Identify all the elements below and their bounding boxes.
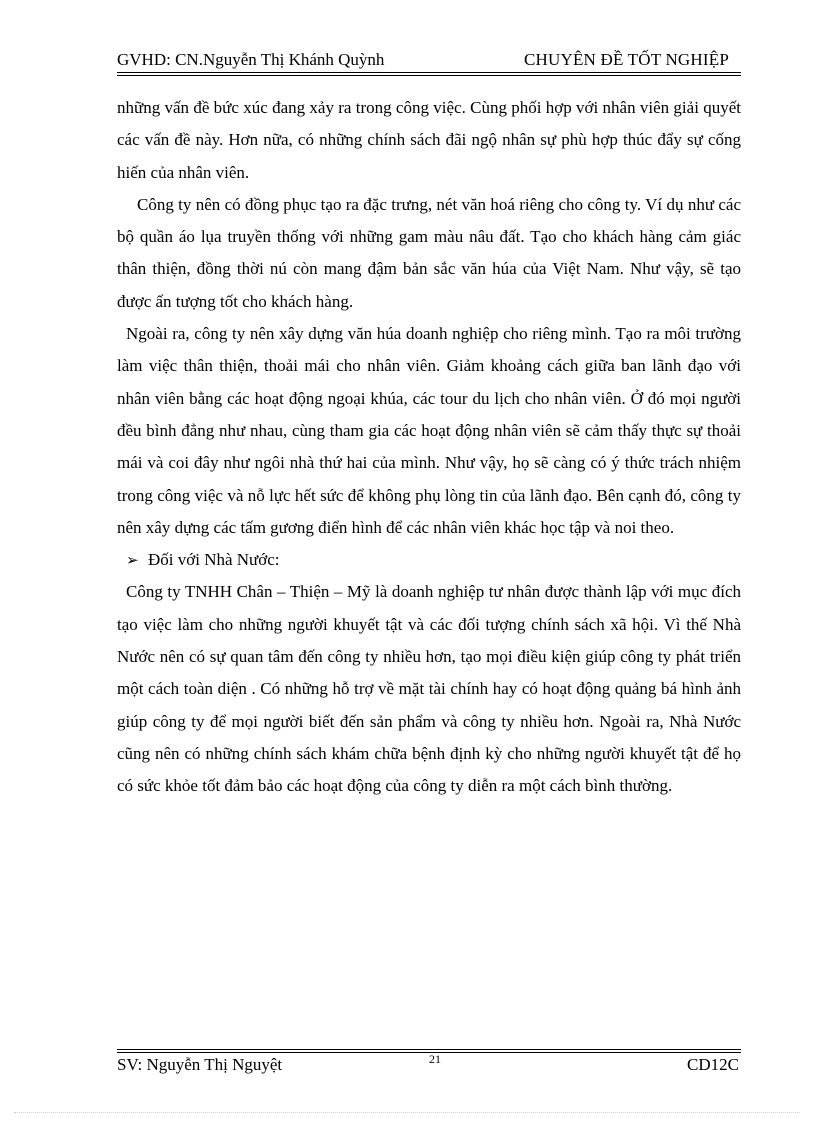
footer-student: SV: Nguyễn Thị Nguyệt <box>117 1055 283 1074</box>
page-number: 21 <box>429 1052 441 1066</box>
paragraph-2: Công ty nên có đồng phục tạo ra đặc trưng, nét văn hoá riêng cho công ty. Ví dụ như các bộ quần áo lụa truyền thống với những gam màu nâu đất. Tạo cho khách hàng cảm giác thân thiện, đồng thời nú còn mang đậm bản sắc văn húa của Việt Nam. Như vậy, sẽ tạo được ấn tượng tốt cho khách hàng. <box>117 194 741 311</box>
paragraph-4: Công ty TNHH Chân – Thiện – Mỹ là doanh nghiệp tư nhân được thành lập với mục đích tạo việc làm cho những người khuyết tật và các đối tượng chính sách xã hội. Vì thế Nhà Nước nên có sự quan tâm đến công ty nhiều hơn, tạo mọi điều kiện giúp công ty phát triển một cách toàn diện . Có những hỗ trợ về mặt tài chính hay có hoạt động quảng bá hình ảnh giúp công ty để mọi người biết đến sản phẩm và công ty nhiều hơn. Ngoài ra, Nhà Nước cũng nên có những chính sách khám chữa bệnh định kỳ cho những người khuyết tật để họ có sức khỏe tốt đảm bảo các hoạt động của công ty diễn ra một cách bình thường. <box>117 582 741 796</box>
bullet-heading-text: Đối với Nhà Nước: <box>148 550 280 570</box>
page-header <box>117 49 741 73</box>
header-rule-double <box>117 75 741 76</box>
footer-rule <box>117 1049 741 1050</box>
header-title: CHUYÊN ĐỀ TỐT NGHIỆP <box>523 50 729 69</box>
page-edge-divider <box>14 1112 800 1113</box>
paragraph-1: những vấn đề bức xúc đang xảy ra trong công việc. Cùng phối hợp với nhân viên giải quyết các vấn đề này. Hơn nữa, có những chính sách đãi ngộ nhân sự phù hợp thúc đẩy sự cống hiến của nhân viên. <box>117 98 741 182</box>
header-rule <box>117 72 741 73</box>
arrow-bullet-icon: ➢ <box>126 551 139 570</box>
header-advisor: GVHD: CN.Nguyễn Thị Khánh Quỳnh <box>117 50 385 69</box>
footer-class: CD12C <box>687 1055 739 1074</box>
paragraph-3: Ngoài ra, công ty nên xây dựng văn húa doanh nghiệp cho riêng mình. Tạo ra môi trường làm việc thân thiện, thoải mái cho nhân viên. Giảm khoảng cách giữa ban lãnh đạo với nhân viên bằng các hoạt động ngoại khúa, các tour du lịch cho nhân viên. Ở đó mọi người đều bình đẳng như nhau, cùng tham gia các hoạt động nhân viên sẽ cảm thấy thực sự thoải mái và coi đây như ngôi nhà thứ hai của mình. Như vậy, họ sẽ càng có ý thức trách nhiệm trong công việc và nỗ lực hết sức để không phụ lòng tin của lãnh đạo. Bên cạnh đó, công ty nên xây dựng các tấm gương điển hình để các nhân viên khác học tập và noi theo. <box>117 324 741 537</box>
page-body <box>117 92 741 803</box>
bullet-heading <box>117 544 741 576</box>
